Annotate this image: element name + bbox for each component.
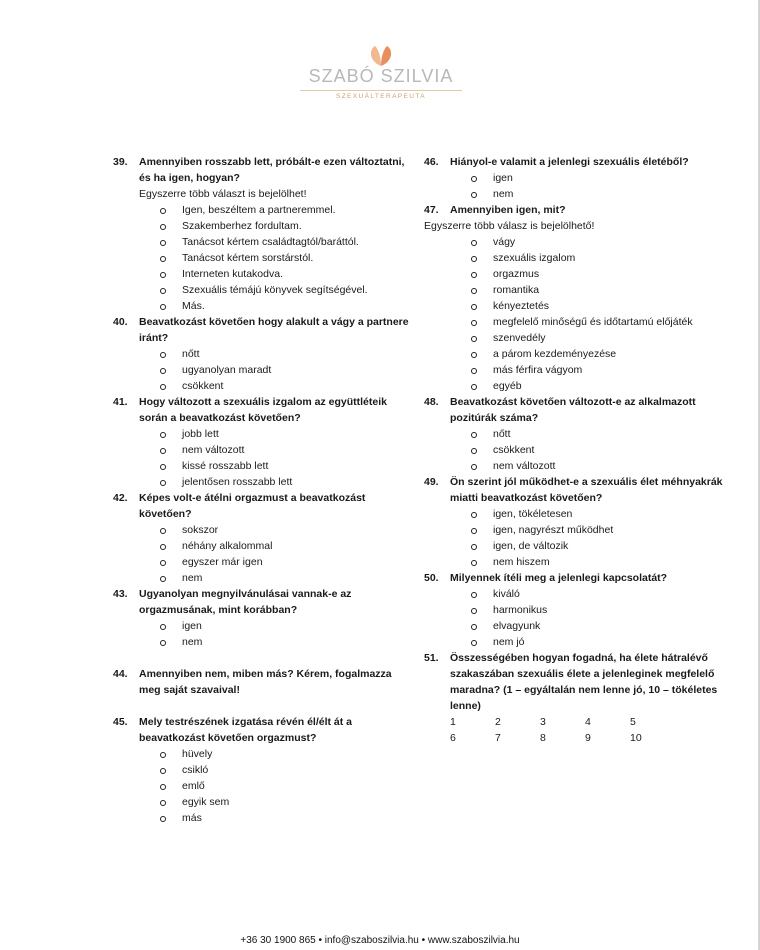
option-item[interactable]: sokszor (113, 522, 413, 538)
options-42 (113, 522, 413, 586)
option-item[interactable]: néhány alkalommal (113, 538, 413, 554)
option-item[interactable]: nem változott (113, 442, 413, 458)
option-item[interactable]: harmonikus (424, 602, 724, 618)
option-item[interactable]: Interneten kutakodva. (113, 266, 413, 282)
option-item[interactable]: Igen, beszéltem a partneremmel. (113, 202, 413, 218)
question-text: Ugyanolyan megnyilvánulásai vannak-e az orgazmusának, mint korábban? (139, 588, 352, 616)
option-item[interactable]: igen, nagyrészt működhet (424, 522, 724, 538)
question-number: 41. (113, 396, 128, 408)
scale-value[interactable]: 10 (630, 732, 642, 744)
options-43 (113, 618, 413, 650)
option-item[interactable]: Tanácsot kértem családtagtól/baráttól. (113, 234, 413, 250)
rating-scale (424, 714, 724, 746)
scale-value[interactable]: 8 (540, 732, 546, 744)
option-item[interactable]: egyik sem (113, 794, 413, 810)
option-item[interactable]: megfelelő minőségű és időtartamú előjáték (424, 314, 724, 330)
option-item[interactable]: igen, tökéletesen (424, 506, 724, 522)
options-41 (113, 426, 413, 490)
option-item[interactable]: nőtt (113, 346, 413, 362)
scale-value[interactable]: 7 (495, 732, 501, 744)
option-item[interactable]: hüvely (113, 746, 413, 762)
options-45 (113, 746, 413, 826)
option-item[interactable]: egyszer már igen (113, 554, 413, 570)
question-text: Beavatkozást követően hogy alakult a vágy a partnere iránt? (139, 316, 409, 344)
question-text: Milyennek ítéli meg a jelenlegi kapcsolatát? (450, 572, 668, 584)
question-text: Képes volt-e átélni orgazmust a beavatkozást követően? (139, 492, 366, 520)
scale-value[interactable]: 1 (450, 716, 456, 728)
option-item[interactable]: Szakemberhez fordultam. (113, 218, 413, 234)
question-number: 44. (113, 668, 128, 680)
question-40 (113, 314, 413, 346)
question-number: 51. (424, 652, 439, 664)
question-number: 43. (113, 588, 128, 600)
option-item[interactable]: orgazmus (424, 266, 724, 282)
question-number: 48. (424, 396, 439, 408)
option-item[interactable]: Más. (113, 298, 413, 314)
footer-contact: +36 30 1900 865 • info@szaboszilvia.hu • www.szaboszilvia.hu (240, 935, 520, 946)
question-51 (424, 650, 724, 714)
scale-value[interactable]: 4 (585, 716, 591, 728)
question-text: Ön szerint jól működhet-e a szexuális élet méhnyakrák miatti beavatkozást követően? (450, 476, 723, 504)
question-41 (113, 394, 413, 426)
options-46 (424, 170, 724, 202)
option-item[interactable]: igen (113, 618, 413, 634)
option-item[interactable]: nem (424, 186, 724, 202)
question-47 (424, 202, 724, 218)
question-49 (424, 474, 724, 506)
option-item[interactable]: nem jó (424, 634, 724, 650)
option-item[interactable]: csikló (113, 762, 413, 778)
question-note: Egyszerre több választ is bejelölhet! (139, 188, 307, 200)
question-text: Hogy változott a szexuális izgalom az együttléteik során a beavatkozást követően? (139, 396, 387, 424)
question-text: Összességében hogyan fogadná, ha élete hátralévő szakaszában szexuális élete a jelenleginek megfelelő maradna? (1 – egyáltalán nem lenne jó, 10 – tökéletes lenne) (450, 652, 718, 712)
question-50 (424, 570, 724, 586)
option-item[interactable]: kényeztetés (424, 298, 724, 314)
question-42 (113, 490, 413, 522)
question-44 (113, 666, 413, 698)
butterfly-icon (366, 44, 396, 68)
question-39 (113, 154, 413, 186)
question-number: 47. (424, 204, 439, 216)
question-text: Mely testrészének izgatása révén él/élt át a beavatkozást követően orgazmust? (139, 716, 353, 744)
option-item[interactable]: nem (113, 634, 413, 650)
options-50 (424, 586, 724, 650)
right-column (424, 154, 724, 746)
option-item[interactable]: más (113, 810, 413, 826)
question-number: 50. (424, 572, 439, 584)
option-item[interactable]: nem változott (424, 458, 724, 474)
question-45 (113, 714, 413, 746)
scale-value[interactable]: 9 (585, 732, 591, 744)
logo-name: SZABÓ SZILVIA (308, 66, 454, 86)
option-item[interactable]: emlő (113, 778, 413, 794)
option-item[interactable]: vágy (424, 234, 724, 250)
question-text: Amennyiben igen, mit? (450, 204, 566, 216)
option-item[interactable]: egyéb (424, 378, 724, 394)
option-item[interactable]: ugyanolyan maradt (113, 362, 413, 378)
question-number: 49. (424, 476, 439, 488)
option-item[interactable]: Szexuális témájú könyvek segítségével. (113, 282, 413, 298)
question-number: 42. (113, 492, 128, 504)
question-text: Hiányol-e valamit a jelenlegi szexuális életéből? (450, 156, 689, 168)
option-item[interactable]: igen (424, 170, 724, 186)
option-item[interactable]: igen, de változik (424, 538, 724, 554)
option-item[interactable]: nőtt (424, 426, 724, 442)
option-item[interactable]: szexuális izgalom (424, 250, 724, 266)
option-item[interactable]: nem hiszem (424, 554, 724, 570)
scale-value[interactable]: 3 (540, 716, 546, 728)
option-item[interactable]: kiváló (424, 586, 724, 602)
question-number: 46. (424, 156, 439, 168)
options-40 (113, 346, 413, 394)
option-item[interactable]: kissé rosszabb lett (113, 458, 413, 474)
option-item[interactable]: a párom kezdeményezése (424, 346, 724, 362)
spacer (113, 650, 413, 666)
question-number: 40. (113, 316, 128, 328)
question-text: Amennyiben nem, miben más? Kérem, fogalmazza meg saját szavaival! (139, 668, 392, 696)
logo-divider (300, 90, 462, 91)
scale-value[interactable]: 6 (450, 732, 456, 744)
question-text: Beavatkozást követően változott-e az alkalmazott pozitúrák száma? (450, 396, 696, 424)
logo (300, 44, 462, 104)
option-item[interactable]: jobb lett (113, 426, 413, 442)
question-43 (113, 586, 413, 618)
options-47 (424, 234, 724, 394)
question-46 (424, 154, 724, 170)
option-item[interactable]: jelentősen rosszabb lett (113, 474, 413, 490)
option-item[interactable]: elvagyunk (424, 618, 724, 634)
question-number: 39. (113, 156, 128, 168)
option-item[interactable]: szenvedély (424, 330, 724, 346)
question-text: Amennyiben rosszabb lett, próbált-e ezen változtatni, és ha igen, hogyan? (139, 156, 405, 184)
option-item[interactable]: romantika (424, 282, 724, 298)
left-column (113, 154, 413, 826)
option-item[interactable]: Tanácsot kértem sorstárstól. (113, 250, 413, 266)
options-48 (424, 426, 724, 474)
option-item[interactable]: más férfira vágyom (424, 362, 724, 378)
option-item[interactable]: csökkent (113, 378, 413, 394)
question-48 (424, 394, 724, 426)
question-number: 45. (113, 716, 128, 728)
spacer (113, 698, 413, 714)
options-49 (424, 506, 724, 570)
scale-value[interactable]: 2 (495, 716, 501, 728)
scale-value[interactable]: 5 (630, 716, 636, 728)
options-39 (113, 202, 413, 314)
option-item[interactable]: nem (113, 570, 413, 586)
question-note: Egyszerre több válasz is bejelölhető! (424, 220, 595, 232)
option-item[interactable]: csökkent (424, 442, 724, 458)
logo-tagline: SZEXUÁLTERAPEUTA (335, 93, 427, 100)
